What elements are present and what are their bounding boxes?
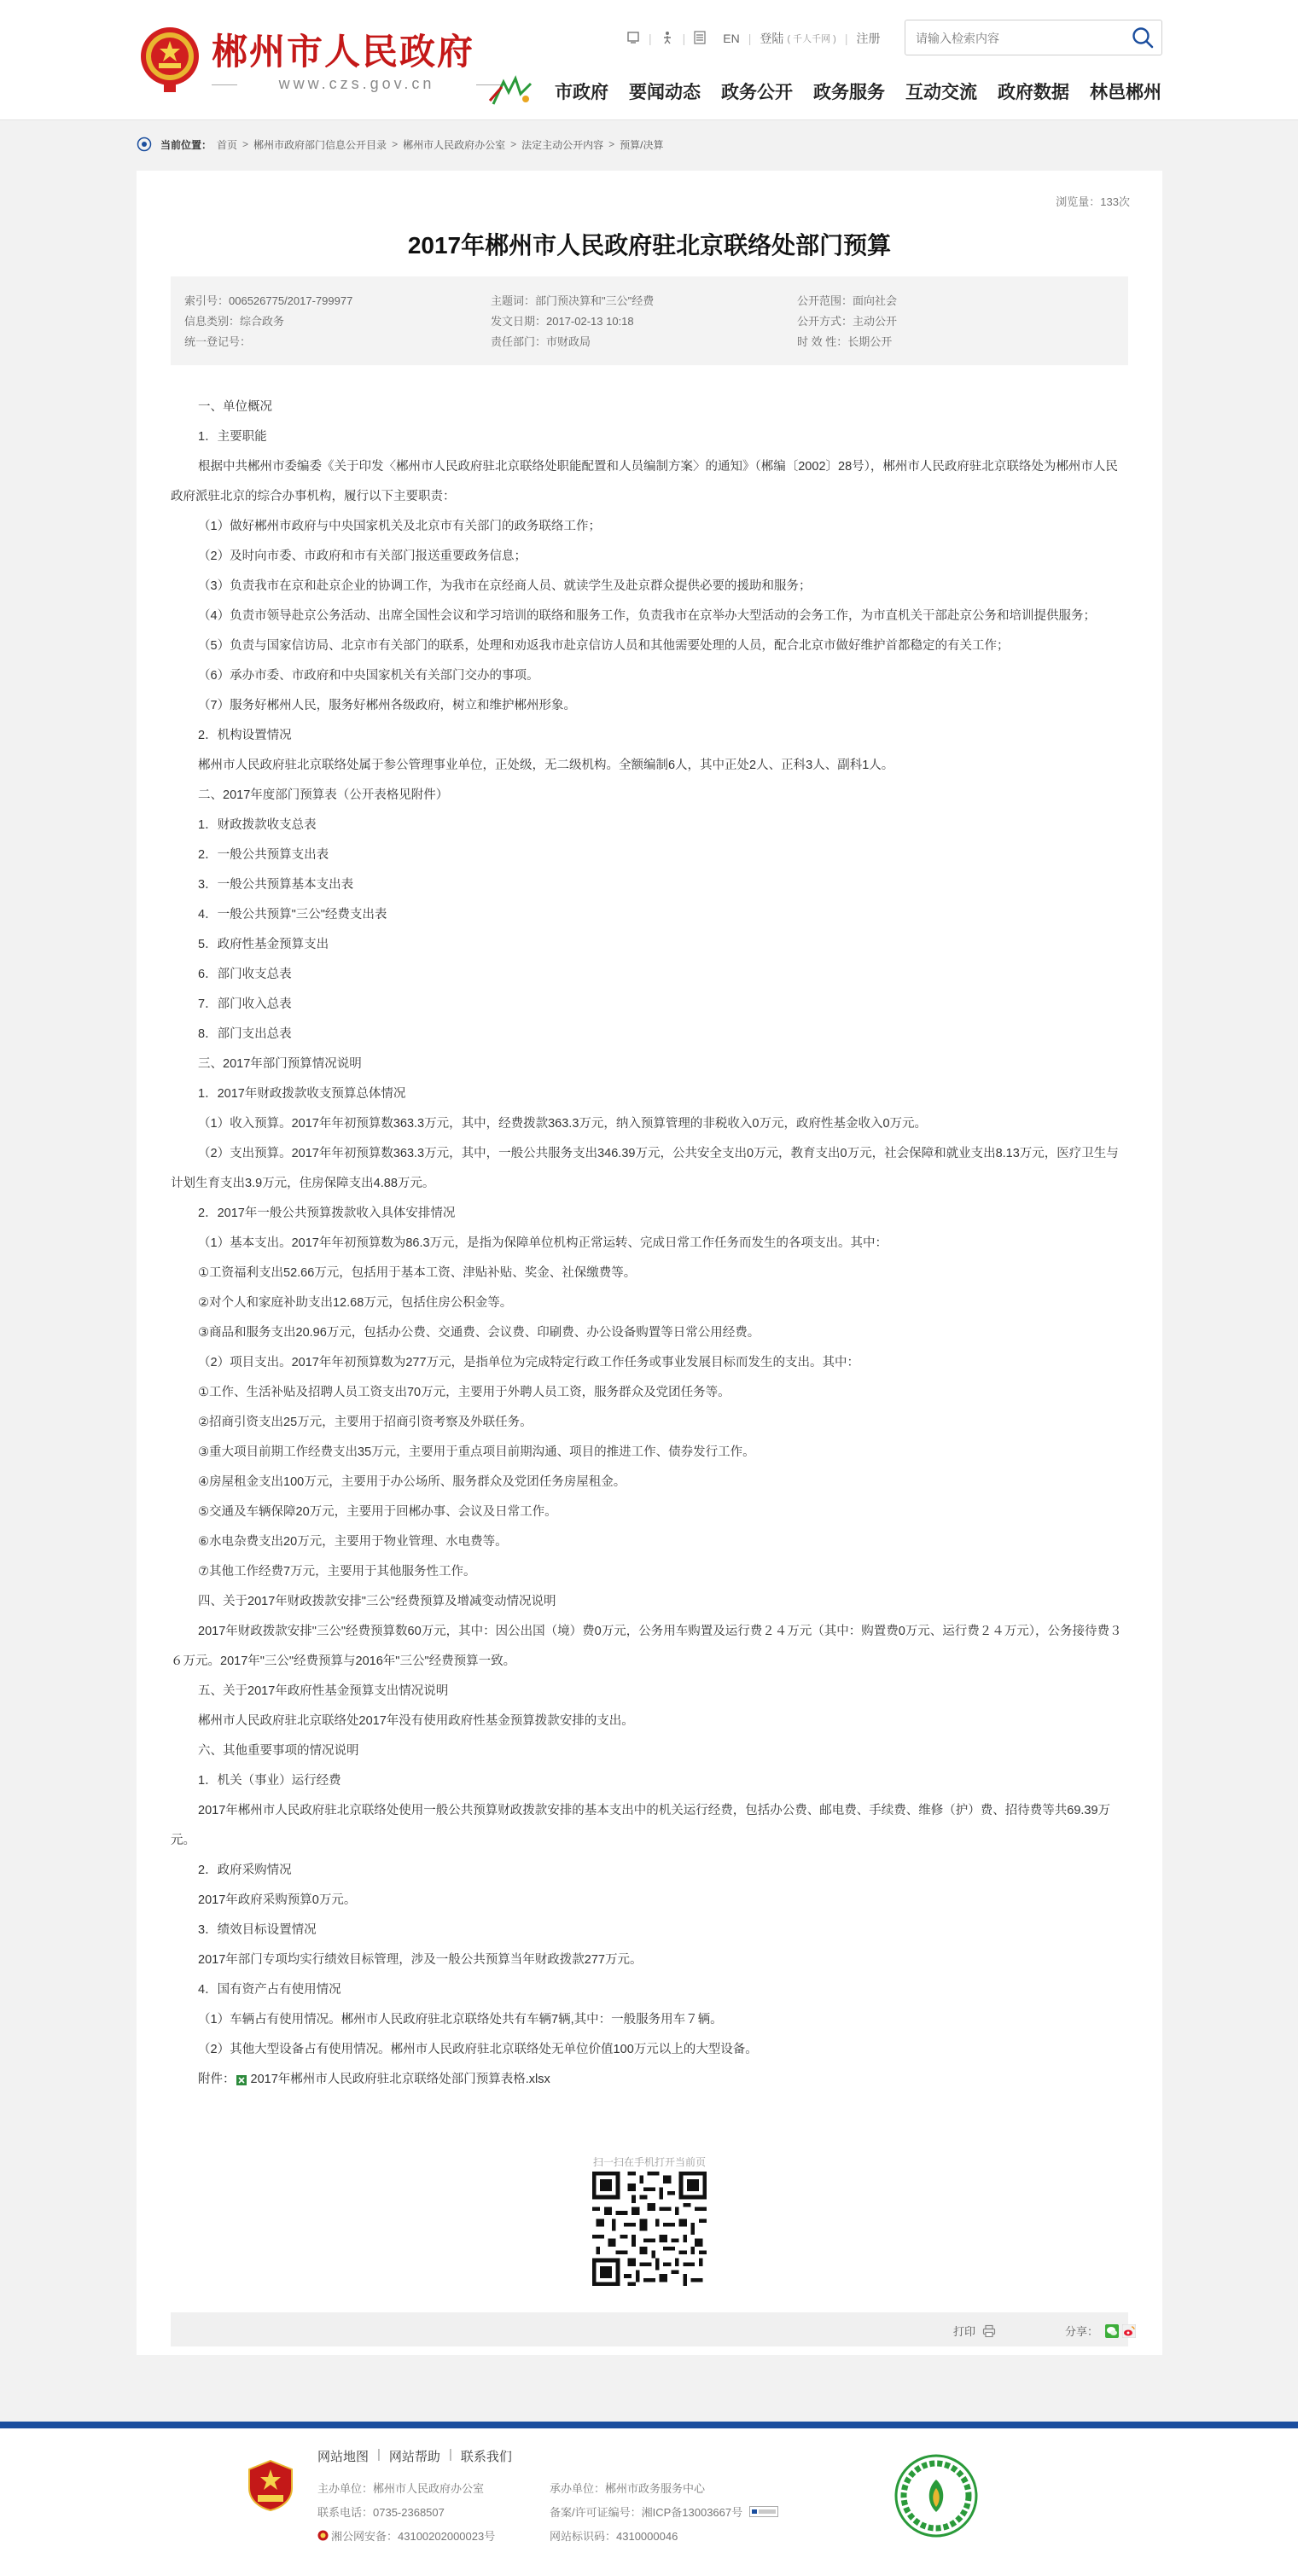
help-link[interactable]: 网站帮助 (388, 2450, 440, 2464)
nav-item-gov-services[interactable]: 政务服务 (813, 83, 885, 102)
nav-item-interaction[interactable]: 互动交流 (905, 83, 977, 102)
main-nav (555, 79, 1161, 104)
list-item: 4．一般公共预算"三公"经费支出表 (198, 908, 387, 922)
paragraph: ④房屋租金支出100万元，主要用于办公场所、服务群众及党团任务房屋租金。 (198, 1475, 626, 1489)
paragraph: 郴州市人民政府驻北京联络处属于参公管理事业单位，正处级，无二级机构。全额编制6人，其中正处2人、正科3人、副科1人。 (198, 759, 894, 772)
paragraph: （2）项目支出。2017年年初预算数为277万元，是指单位为完成特定行政工作任务或事业发展目标而发生的支出。其中： (198, 1356, 860, 1369)
site-url: www.czs.gov.cn (212, 75, 502, 93)
section-heading: 二、2017年度部门预算表（公开表格见附件） (198, 788, 449, 802)
site-logo[interactable] (138, 19, 505, 104)
footer-police-record[interactable] (317, 2527, 495, 2544)
paragraph: （4）负责市领导赴京公务活动、出席全国性会议和学习培训的联络和服务工作，负责我市在京举办大型活动的会务工作，为市直机关干部赴京公务和培训提供服务； (198, 609, 1097, 623)
meta-subject: 主题词：部门预决算和"三公"经费 (491, 294, 655, 307)
article-panel (137, 171, 1162, 2355)
wechat-share-icon[interactable] (1105, 2324, 1119, 2338)
meta-scope: 公开范围：面向社会 (797, 294, 898, 307)
nav-item-gov-disclosure[interactable]: 政务公开 (721, 83, 793, 102)
site-footer (0, 2428, 1298, 2576)
list-item: 5．政府性基金预算支出 (198, 938, 329, 951)
paragraph: ①工资福利支出52.66万元，包括用于基本工资、津贴补贴、奖金、社保缴费等。 (198, 1266, 637, 1280)
print-button[interactable] (953, 2323, 996, 2339)
attachment-label: 附件： (198, 2073, 236, 2086)
paragraph: （1）基本支出。2017年年初预算数为86.3万元，是指为保障单位机构正常运转、完成日常工作任务而发生的各项支出。其中： (198, 1236, 888, 1250)
qr-label: 扫一扫在手机打开当前页 (592, 2156, 706, 2168)
footer-site-code: 网站标识码：4310000046 (550, 2530, 678, 2543)
paragraph: ⑥水电杂费支出20万元，主要用于物业管理、水电费等。 (198, 1535, 508, 1549)
footer-divider (0, 2422, 1298, 2428)
sub-heading: 1．2017年财政拨款收支预算总体情况 (198, 1087, 406, 1101)
national-emblem-icon (138, 22, 201, 94)
share-bar (171, 2312, 1128, 2346)
view-count: 浏览量：133次 (1056, 195, 1130, 208)
traditional-chinese-icon[interactable] (685, 31, 714, 47)
sub-heading: 2．政府采购情况 (198, 1864, 292, 1877)
paragraph: ③重大项目前期工作经费支出35万元，主要用于重点项目前期沟通、项目的推进工作、债券发行工作。 (198, 1445, 755, 1459)
section-heading: 六、其他重要事项的情况说明 (198, 1744, 359, 1758)
paragraph: （1）收入预算。2017年年初预算数363.3万元，其中，经费拨款363.3万元，纳入预算管理的非税收入0万元，政府性基金收入0万元。 (198, 1117, 928, 1131)
meta-method: 公开方式：主动公开 (797, 315, 898, 328)
list-item: 8．部门支出总表 (198, 1027, 292, 1041)
sitemap-link[interactable]: 网站地图 (317, 2450, 370, 2464)
breadcrumb-item-statutory[interactable]: 法定主动公开内容 (521, 138, 604, 151)
list-item: 1．财政拨款收支总表 (198, 818, 317, 832)
share-label: 分享： (1065, 2325, 1099, 2338)
police-record-text: 湘公网安备：43100202000023号 (331, 2530, 496, 2543)
paragraph: （3）负责我市在京和赴京企业的协调工作，为我市在京经商人员、就读学生及赴京群众提供必要的援助和服务； (198, 579, 812, 593)
paragraph: （6）承办市委、市政府和中央国家机关有关部门交办的事项。 (198, 669, 539, 683)
footer-links: 网站地图 | 网站帮助 | 联系我们 (317, 2447, 512, 2464)
list-item: 3．一般公共预算基本支出表 (198, 878, 354, 892)
sub-heading: 1．机关（事业）运行经费 (198, 1774, 341, 1788)
article-body (171, 393, 1128, 2095)
login-label: 登陆 (760, 32, 784, 45)
icp-record-text: 备案/许可证编号：湘ICP备13003667号 (550, 2506, 743, 2519)
breadcrumb: 当前位置： 首页 > 郴州市政府部门信息公开目录 > 郴州市人民政府办公室 > 法定主动公开内容 > 预算/决算 (137, 130, 1161, 159)
printer-icon (982, 2324, 996, 2338)
weibo-share-icon[interactable] (1122, 2324, 1136, 2338)
paragraph: 2017年郴州市人民政府驻北京联络处使用一般公共预算财政拨款安排的基本支出中的机关运行经费，包括办公费、邮电费、手续费、维修（护）费、招待费等共69.39万元。 (171, 1804, 1111, 1847)
paragraph: 郴州市人民政府驻北京联络处2017年没有使用政府性基金预算拨款安排的支出。 (198, 1714, 634, 1728)
meta-date: 发文日期：2017-02-13 10:18 (491, 315, 634, 328)
breadcrumb-item-office[interactable]: 郴州市人民政府办公室 (403, 138, 506, 151)
login-link[interactable] (751, 30, 787, 47)
footer-undertaker: 承办单位：郴州市政务服务中心 (550, 2482, 706, 2495)
meta-category: 信息类别：综合政务 (184, 315, 285, 328)
meta-validity: 时 效 性：长期公开 (797, 335, 893, 348)
list-item: 7．部门收入总表 (198, 997, 292, 1011)
excel-file-icon (236, 2074, 247, 2086)
footer-icp-record[interactable] (550, 2503, 778, 2520)
nav-item-gov-data[interactable]: 政府数据 (998, 83, 1069, 102)
paragraph: 2017年政府采购预算0万元。 (198, 1893, 357, 1907)
search-box (905, 20, 1162, 55)
paragraph: （7）服务好郴州人民，服务好郴州各级政府，树立和维护郴州形象。 (198, 699, 577, 712)
contact-link[interactable]: 联系我们 (460, 2450, 512, 2464)
paragraph: （2）及时向市委、市政府和市有关部门报送重要政务信息； (198, 550, 527, 563)
nav-item-news[interactable]: 要闻动态 (629, 83, 701, 102)
attachment-line (171, 2065, 1128, 2095)
sub-heading: 2．2017年一般公共预算拨款收入具体安排情况 (198, 1207, 456, 1220)
qr-code-icon (592, 2172, 707, 2286)
sub-heading: 2．机构设置情况 (198, 729, 292, 742)
paragraph: （2）支出预算。2017年年初预算数363.3万元，其中，一般公共服务支出346.39万元，公共安全支出0万元，教育支出0万元，社会保障和就业支出8.13万元，医疗卫生与计划生育支出3.9万元，住房保障支出4.88万元。 (171, 1147, 1119, 1190)
paragraph: （5）负责与国家信访局、北京市有关部门的联系，处理和劝返我市赴京信访人员和其他需要处理的人员，配合北京市做好维护首都稳定的有关工作； (198, 639, 1010, 653)
section-heading: 五、关于2017年政府性基金预算支出情况说明 (198, 1684, 449, 1698)
sub-heading: 1．主要职能 (198, 430, 267, 444)
site-title: 郴州市人民政府 (212, 32, 475, 72)
register-link[interactable]: 注册 (856, 32, 881, 45)
paragraph: ⑦其他工作经费7万元，主要用于其他服务性工作。 (198, 1565, 476, 1579)
elder-mode-icon[interactable] (652, 31, 683, 47)
party-gov-badge-icon[interactable] (247, 2459, 294, 2512)
sub-heading: 3．绩效目标设置情况 (198, 1923, 317, 1937)
paragraph: ②对个人和家庭补助支出12.68万元，包括住房公积金等。 (198, 1296, 513, 1310)
search-input[interactable] (914, 28, 1122, 49)
footer-phone: 联系电话：0735-2368507 (317, 2506, 445, 2519)
section-heading: 四、关于2017年财政拨款安排"三公"经费预算及增减变动情况说明 (198, 1595, 556, 1608)
section-heading: 三、2017年部门预算情况说明 (198, 1057, 362, 1071)
article-title: 2017年郴州市人民政府驻北京联络处部门预算 (407, 232, 892, 259)
english-link[interactable]: EN (723, 32, 740, 45)
paragraph: 根据中共郴州市委编委《关于印发〈郴州市人民政府驻北京联络处职能配置和人员编制方案〉的通知》（郴编〔2002〕28号），郴州市人民政府驻北京联络处为郴州市人民政府派驻北京的综合办事机构，履行以下主要职责： (171, 460, 1118, 503)
breadcrumb-item-catalog[interactable]: 郴州市政府部门信息公开目录 (253, 138, 387, 151)
print-label: 打印 (953, 2325, 976, 2338)
breadcrumb-item-budget[interactable]: 预算/决算 (620, 138, 664, 151)
sub-heading: 4．国有资产占有使用情况 (198, 1983, 341, 1997)
share-group (1065, 2323, 1136, 2339)
login-sublabel: ( 千人千网 ) (787, 34, 836, 44)
paragraph: ③商品和服务支出20.96万元，包括办公费、交通费、会议费、印刷费、办公设备购置等日常公用经费。 (198, 1326, 760, 1340)
attachment-link[interactable]: 2017年郴州市人民政府驻北京联络处部门预算表格.xlsx (250, 2073, 550, 2086)
nav-item-city-gov[interactable]: 市政府 (555, 83, 608, 102)
site-header (0, 0, 1298, 120)
search-icon[interactable] (1131, 26, 1155, 49)
footer-host: 主办单位：郴州市人民政府办公室 (317, 2482, 485, 2495)
cnnic-badge-icon (749, 2506, 778, 2517)
top-links: | | EN | 登陆 ( 千人千网 ) | 注册 (618, 28, 888, 49)
breadcrumb-item-home[interactable]: 首页 (217, 138, 238, 151)
paragraph: ②招商引资支出25万元，主要用于招商引资考察及外联任务。 (198, 1416, 533, 1429)
paragraph: 2017年部门专项均实行绩效目标管理，涉及一般公共预算当年财政拨款277万元。 (198, 1953, 643, 1967)
list-item: 2．一般公共预算支出表 (198, 848, 329, 862)
accessibility-icon[interactable] (618, 31, 649, 47)
list-item: 6．部门收支总表 (198, 968, 292, 981)
paragraph: （2）其他大型设备占有使用情况。郴州市人民政府驻北京联络处无单位价值100万元以上的大型设备。 (198, 2043, 758, 2056)
paragraph: ①工作、生活补贴及招聘人员工资支出70万元，主要用于外聘人员工资，服务群众及党团任务等。 (198, 1386, 730, 1399)
meta-index-no: 索引号：006526775/2017-799977 (184, 294, 353, 307)
section-heading: 一、单位概况 (198, 400, 272, 414)
paragraph: ⑤交通及车辆保障20万元，主要用于回郴办事、会议及日常工作。 (198, 1505, 557, 1519)
breadcrumb-label: 当前位置： (160, 138, 212, 151)
meta-dept: 责任部门：市财政局 (491, 335, 591, 348)
paragraph: 2017年财政拨款安排"三公"经费预算数60万元，其中：因公出国（境）费0万元，公务用车购置及运行费２４万元（其中：购置费0万元、运行费２４万元），公务接待费３６万元。2017年"三公"经费预算与2016年"三公"经费预算一致。 (171, 1625, 1122, 1668)
paragraph: （1）车辆占有使用情况。郴州市人民政府驻北京联络处共有车辆7辆,其中：一般服务用车７辆。 (198, 2013, 723, 2026)
nav-item-linyi-chenzhou[interactable]: 林邑郴州 (1090, 83, 1161, 102)
nav-decoration-icon (486, 75, 538, 109)
paragraph: （1）做好郴州市政府与中央国家机关及北京市有关部门的政务联络工作； (198, 520, 602, 533)
gov-site-seal-icon[interactable] (894, 2454, 978, 2538)
article-meta (171, 276, 1128, 365)
police-badge-icon (317, 2530, 329, 2541)
meta-reg-no: 统一登记号： (184, 335, 252, 348)
location-pin-icon (137, 137, 152, 152)
